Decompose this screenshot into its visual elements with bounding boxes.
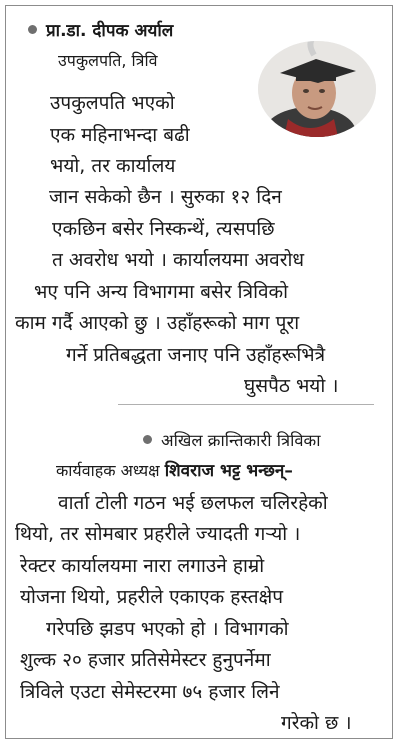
speaker2-name: अखिल क्रान्तिकारी त्रिविका (143, 428, 321, 451)
section-divider (118, 404, 374, 405)
speaker2-quote: थियो, तर सोमबार प्रहरीले ज्यादती गर्‍यो । रेक्टर कार्यालयमा नारा लगाउने हाम्रो योजना थियो, प्रहरीले एकाएक हस्तक्षेप गरेपछि झडप भएको हो । विभागको शुल्क २० हजार प्रतिसेमेस्टर हुनुपर्नेमा त्रिविले एउटा सेमेस्टरमा ७५ हजार लिने गरेको छ । (15, 523, 352, 734)
speaker2-quote-first-line: वार्ता टोली गठन भई छलफल चलिरहेको (58, 492, 328, 514)
portrait-image (258, 41, 376, 137)
speaker2-role: कार्यवाहक अध्यक्ष शिवराज भट्ट भन्छन्– (56, 461, 293, 481)
speaker1-quote: जान सकेको छैन । सुरुका १२ दिन एकछिन बसेर निस्कन्थें, त्यसपछि त अवरोध भयो । कार्यालयमा अवरोध भए पनि अन्य विभागमा बसेर त्रिविको काम गर्दै आएको छु । उहाँहरूको माग पूरा गर्ने प्रतिबद्धता जनाए पनि उहाँहरूभित्रै घुसपैठ भयो । (15, 186, 339, 397)
speaker1-quote-wrapped: उपकुलपति भएको एक महिनाभन्दा बढी भयो, तर कार्यालय (50, 92, 190, 177)
bullet-icon (143, 435, 152, 444)
bullet-icon (28, 25, 37, 34)
speaker1-photo (258, 41, 376, 137)
speaker1-name: प्रा.डा. दीपक अर्याल (28, 18, 173, 41)
speaker1-role: उपकुलपति, त्रिवि (58, 51, 158, 70)
